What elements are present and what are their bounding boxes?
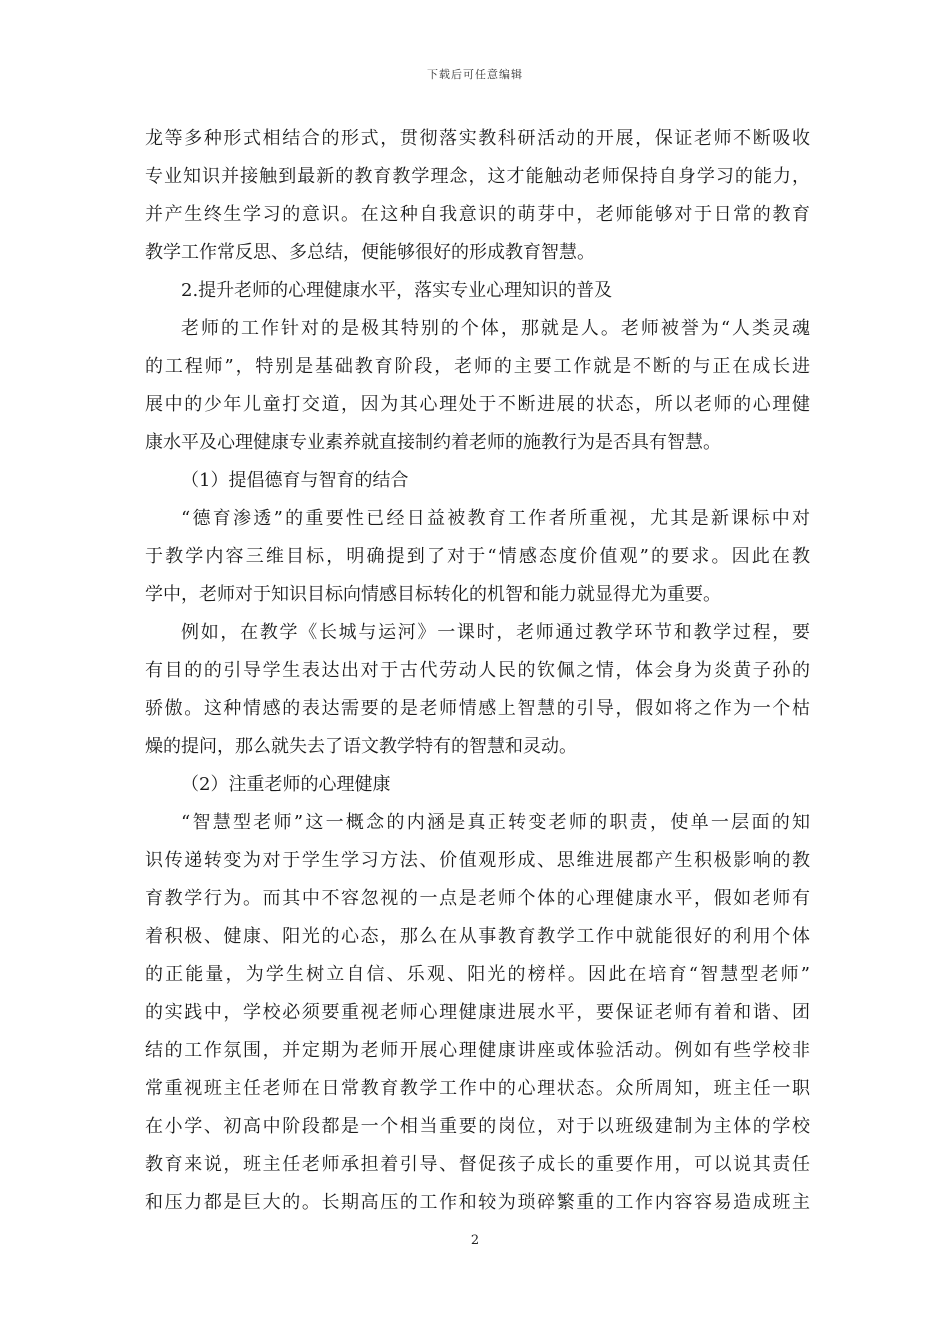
text-line: 教育来说，班主任老师承担着引导、督促孩子成长的重要作用，可以说其责任 <box>145 1154 810 1175</box>
text-line: （2）注重老师的心理健康 <box>181 774 391 795</box>
text-line: 识传递转变为对于学生学习方法、价值观形成、思维进展都产生积极影响的教 <box>145 850 810 871</box>
text-line: 和压力都是巨大的。长期高压的工作和较为琐碎繁重的工作内容容易造成班主 <box>145 1192 810 1213</box>
text-line: 教学工作常反思、多总结，便能够很好的形成教育智慧。 <box>145 242 595 263</box>
text-line: 龙等多种形式相结合的形式，贯彻落实教科研活动的开展，保证老师不断吸收 <box>145 128 810 149</box>
page-number: 2 <box>470 1233 480 1248</box>
document-body <box>145 120 810 1222</box>
text-line: 的正能量，为学生树立自信、乐观、阳光的榜样。因此在培育“智慧型老师” <box>145 964 810 985</box>
text-line: 康水平及心理健康专业素养就直接制约着老师的施教行为是否具有智慧。 <box>145 432 721 453</box>
text-line: 的实践中，学校必须要重视老师心理健康进展水平，要保证老师有着和谐、团 <box>145 1002 810 1023</box>
text-line: 有目的的引导学生表达出对于古代劳动人民的钦佩之情，体会身为炎黄子孙的 <box>145 660 810 681</box>
text-line: 学中，老师对于知识目标向情感目标转化的机智和能力就显得尤为重要。 <box>145 584 721 605</box>
text-line: 常重视班主任老师在日常教育教学工作中的心理状态。众所周知，班主任一职 <box>145 1078 810 1099</box>
text-line: 展中的少年儿童打交道，因为其心理处于不断进展的状态，所以老师的心理健 <box>145 394 810 415</box>
text-line: 着积极、健康、阳光的心态，那么在从事教育教学工作中就能很好的利用个体 <box>145 926 810 947</box>
text-line: 育教学行为。而其中不容忽视的一点是老师个体的心理健康水平，假如老师有 <box>145 888 810 909</box>
text-line: （1）提倡德育与智育的结合 <box>181 470 409 491</box>
text-line: 并产生终生学习的意识。在这种自我意识的萌芽中，老师能够对于日常的教育 <box>145 204 810 225</box>
text-line: 燥的提问，那么就失去了语文教学特有的智慧和灵动。 <box>145 736 577 757</box>
text-line: “智慧型老师”这一概念的内涵是真正转变老师的职责，使单一层面的知 <box>181 812 810 833</box>
text-line: 专业知识并接触到最新的教育教学理念，这才能触动老师保持自身学习的能力， <box>145 166 810 187</box>
text-line: “德育渗透”的重要性已经日益被教育工作者所重视，尤其是新课标中对 <box>181 508 810 529</box>
text-line: 老师的工作针对的是极其特别的个体，那就是人。老师被誉为“人类灵魂 <box>181 318 810 339</box>
text-line: 例如，在教学《长城与运河》一课时，老师通过教学环节和教学过程，要 <box>181 622 810 643</box>
text-line: 的工程师”，特别是基础教育阶段，老师的主要工作就是不断的与正在成长进 <box>145 356 810 377</box>
text-line: 2.提升老师的心理健康水平，落实专业心理知识的普及 <box>181 280 613 301</box>
text-line: 结的工作氛围，并定期为老师开展心理健康讲座或体验活动。例如有些学校非 <box>145 1040 810 1061</box>
page-header: 下载后可任意编辑 <box>427 68 523 81</box>
text-line: 骄傲。这种情感的表达需要的是老师情感上智慧的引导，假如将之作为一个枯 <box>145 698 810 719</box>
text-line: 在小学、初高中阶段都是一个相当重要的岗位，对于以班级建制为主体的学校 <box>145 1116 810 1137</box>
text-line: 于教学内容三维目标，明确提到了对于“情感态度价值观”的要求。因此在教 <box>145 546 810 567</box>
